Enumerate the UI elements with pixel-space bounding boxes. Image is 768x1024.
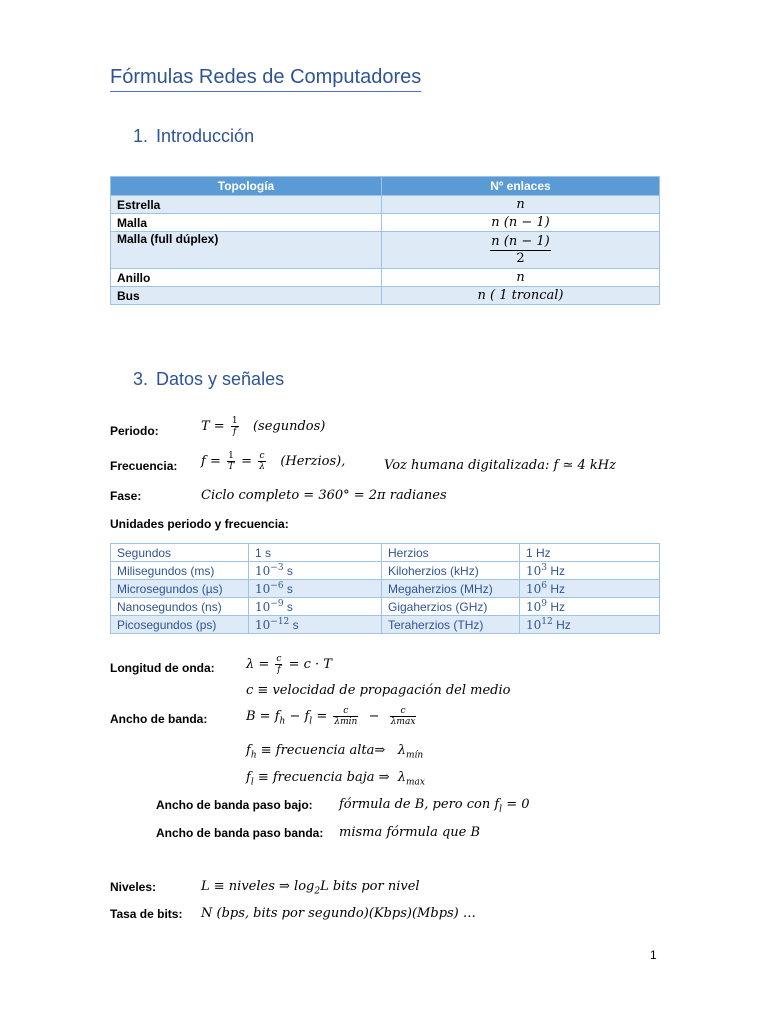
units-table: [110, 543, 660, 634]
table-row: [111, 580, 660, 598]
denominator: f: [233, 427, 237, 437]
unit-frequency-name: Gigaherzios (GHz): [382, 598, 520, 616]
value-exponent: −9: [270, 599, 284, 609]
label-paso-bajo: Ancho de banda paso bajo:: [156, 798, 313, 812]
denominator: λmax: [390, 717, 416, 727]
fraction: [390, 706, 417, 727]
label-unidades: Unidades periodo y frecuencia:: [110, 517, 289, 531]
unit-frequency-value: [520, 580, 660, 598]
unit-period-name: Nanosegundos (ns): [111, 598, 249, 616]
minus-sign: −: [368, 709, 380, 724]
value-unit: s: [289, 618, 299, 632]
document-title: Fórmulas Redes de Computadores: [110, 66, 421, 92]
label-paso-banda: Ancho de banda paso banda:: [156, 826, 324, 840]
table-row: [111, 214, 660, 232]
value-unit: Hz: [547, 564, 566, 578]
value-base: 1 Hz: [526, 545, 551, 560]
link-count: n: [382, 269, 660, 287]
formula-paso-banda: misma fórmula que B: [339, 825, 481, 840]
denominator: 2: [516, 250, 525, 266]
denominator: λ: [259, 462, 265, 472]
formula-lhs: T =: [201, 419, 225, 434]
formula-text: L ≡ niveles ⇒ log: [201, 879, 315, 894]
table-row: [111, 616, 660, 634]
value-exponent: 6: [541, 581, 548, 591]
formula-frecuencia-alta: [246, 743, 423, 761]
formula-niveles: [201, 879, 420, 897]
unit-period-name: Microsegundos (µs): [111, 580, 249, 598]
subscript: l: [250, 777, 254, 788]
formula-text: fórmula de B, pero con f: [339, 797, 500, 812]
symbol: f: [246, 770, 251, 785]
header-enlaces: Nº enlaces: [382, 177, 660, 196]
section-title: Introducción: [156, 126, 255, 146]
value-unit: Hz: [547, 582, 566, 596]
unit-period-value: [249, 562, 382, 580]
value-unit: s: [283, 564, 293, 578]
symbol: f: [246, 743, 251, 758]
unit-period-name: Picosegundos (ps): [111, 616, 249, 634]
label-tasa-bits: Tasa de bits:: [110, 907, 183, 921]
subscript: mín: [405, 750, 424, 761]
numerator: 1: [228, 451, 234, 461]
topology-table: [110, 176, 660, 305]
fraction: [258, 451, 266, 472]
unit-period-name: Segundos: [111, 544, 249, 562]
subscript: max: [406, 777, 425, 788]
unit-frequency-name: Teraherzios (THz): [382, 616, 520, 634]
value-exponent: 12: [541, 617, 553, 627]
formula-ancho-banda: [246, 706, 418, 727]
section-heading-introduccion: [133, 126, 254, 147]
numerator: 1: [231, 416, 238, 426]
value-unit: s: [283, 600, 293, 614]
table-row: [111, 196, 660, 214]
subscript: l: [309, 716, 313, 727]
value-exponent: 9: [541, 599, 548, 609]
value-base: 10: [526, 600, 542, 614]
subscript: h: [250, 750, 257, 761]
numerator: c: [259, 451, 265, 461]
section-number: 1.: [133, 126, 149, 146]
subscript: h: [279, 716, 286, 727]
formula-frecuencia-baja: [246, 770, 425, 788]
unit-frequency-value: [520, 562, 660, 580]
unit-period-value: [249, 616, 382, 634]
formula-paso-bajo: [339, 797, 530, 815]
value-unit: s: [283, 582, 293, 596]
formula-lhs: λ =: [246, 657, 270, 672]
section-title: Datos y señales: [156, 369, 285, 389]
denominator: T: [227, 462, 234, 472]
formula-tasa-bits: N (bps, bits por segundo)(Kbps)(Mbps) …: [201, 906, 476, 921]
unit-period-value: [249, 598, 382, 616]
value-base: 10: [255, 618, 271, 632]
value-base: 10: [255, 564, 271, 578]
fraction: [333, 706, 358, 727]
unit-frequency-name: Kiloherzios (kHz): [382, 562, 520, 580]
unit-frequency-value: [520, 616, 660, 634]
label-longitud-onda: Longitud de onda:: [110, 661, 215, 675]
formula-longitud-onda: [246, 654, 332, 675]
topology-name: Malla: [111, 214, 382, 232]
formula-lhs: B = f: [246, 709, 280, 724]
formula-rhs: = c · T: [288, 657, 332, 672]
label-frecuencia: Frecuencia:: [110, 459, 178, 473]
unit-period-name: Milisegundos (ms): [111, 562, 249, 580]
formula-voz-humana: Voz humana digitalizada: f ≃ 4 kHz: [384, 458, 616, 473]
label-periodo: Periodo:: [110, 424, 159, 438]
table-row: [111, 562, 660, 580]
topology-name: Bus: [111, 287, 382, 305]
fraction: [231, 416, 239, 437]
formula-lhs: f =: [201, 454, 221, 469]
fraction: [490, 234, 550, 267]
value-base: 10: [526, 564, 542, 578]
link-count: [382, 232, 660, 269]
link-count: n: [382, 196, 660, 214]
formula-fase: Ciclo completo = 360° = 2π radianes: [201, 488, 447, 503]
section-number: 3.: [133, 369, 149, 389]
table-row: [111, 269, 660, 287]
value-unit: Hz: [552, 618, 571, 632]
value-base: 10: [526, 618, 542, 632]
value-exponent: −12: [270, 617, 290, 627]
fraction: [227, 451, 235, 472]
value-exponent: −3: [270, 563, 284, 573]
topology-name: Malla (full dúplex): [111, 232, 382, 269]
fraction: [275, 654, 282, 675]
subscript: 2: [314, 886, 321, 897]
table-row: [111, 544, 660, 562]
formula-text: ≡ frecuencia alta⇒: [256, 743, 386, 758]
denominator: λmin: [334, 717, 358, 727]
value-base: 10: [255, 600, 271, 614]
numerator: c: [390, 706, 417, 717]
numerator: c: [276, 654, 282, 664]
value-base: 10: [526, 582, 542, 596]
unit-period-value: [249, 544, 382, 562]
formula-unit: (Herzios),: [280, 454, 346, 469]
numerator: c: [333, 706, 358, 717]
minus-term: − f: [285, 709, 310, 724]
unit-frequency-name: Herzios: [382, 544, 520, 562]
subscript: l: [499, 804, 503, 815]
value-exponent: −6: [270, 581, 284, 591]
lambda-symbol: λ: [397, 743, 406, 758]
table-header-row: [111, 177, 660, 196]
numerator: n (n − 1): [491, 233, 550, 249]
header-topologia: Topología: [111, 177, 382, 196]
equals-sign: =: [312, 709, 328, 724]
unit-period-value: [249, 580, 382, 598]
table-row: [111, 232, 660, 269]
formula-tail: = 0: [502, 797, 530, 812]
topology-name: Anillo: [111, 269, 382, 287]
unit-frequency-name: Megaherzios (MHz): [382, 580, 520, 598]
denominator: f: [277, 665, 281, 675]
value-exponent: 3: [541, 563, 548, 573]
value-unit: Hz: [547, 600, 566, 614]
label-niveles: Niveles:: [110, 880, 157, 894]
value-base: 1 s: [255, 545, 272, 560]
topology-name: Estrella: [111, 196, 382, 214]
equals-sign: =: [241, 454, 253, 469]
formula-text: L bits por nivel: [320, 879, 420, 894]
value-base: 10: [255, 582, 271, 596]
page-number: 1: [650, 948, 657, 962]
section-heading-datos: [133, 369, 284, 390]
formula-velocidad-propagacion: c ≡ velocidad de propagación del medio: [246, 683, 511, 698]
formula-unit: (segundos): [252, 419, 326, 434]
unit-frequency-value: [520, 598, 660, 616]
table-row: [111, 287, 660, 305]
formula-text: ≡ frecuencia baja ⇒: [253, 770, 390, 785]
lambda-symbol: λ: [397, 770, 407, 785]
link-count: n ( 1 troncal): [382, 287, 660, 305]
formula-periodo: [201, 416, 325, 437]
link-count: n (n − 1): [382, 214, 660, 232]
formula-frecuencia: [201, 451, 345, 472]
table-row: [111, 598, 660, 616]
label-ancho-banda: Ancho de banda:: [110, 712, 208, 726]
unit-frequency-value: [520, 544, 660, 562]
label-fase: Fase:: [110, 489, 142, 503]
